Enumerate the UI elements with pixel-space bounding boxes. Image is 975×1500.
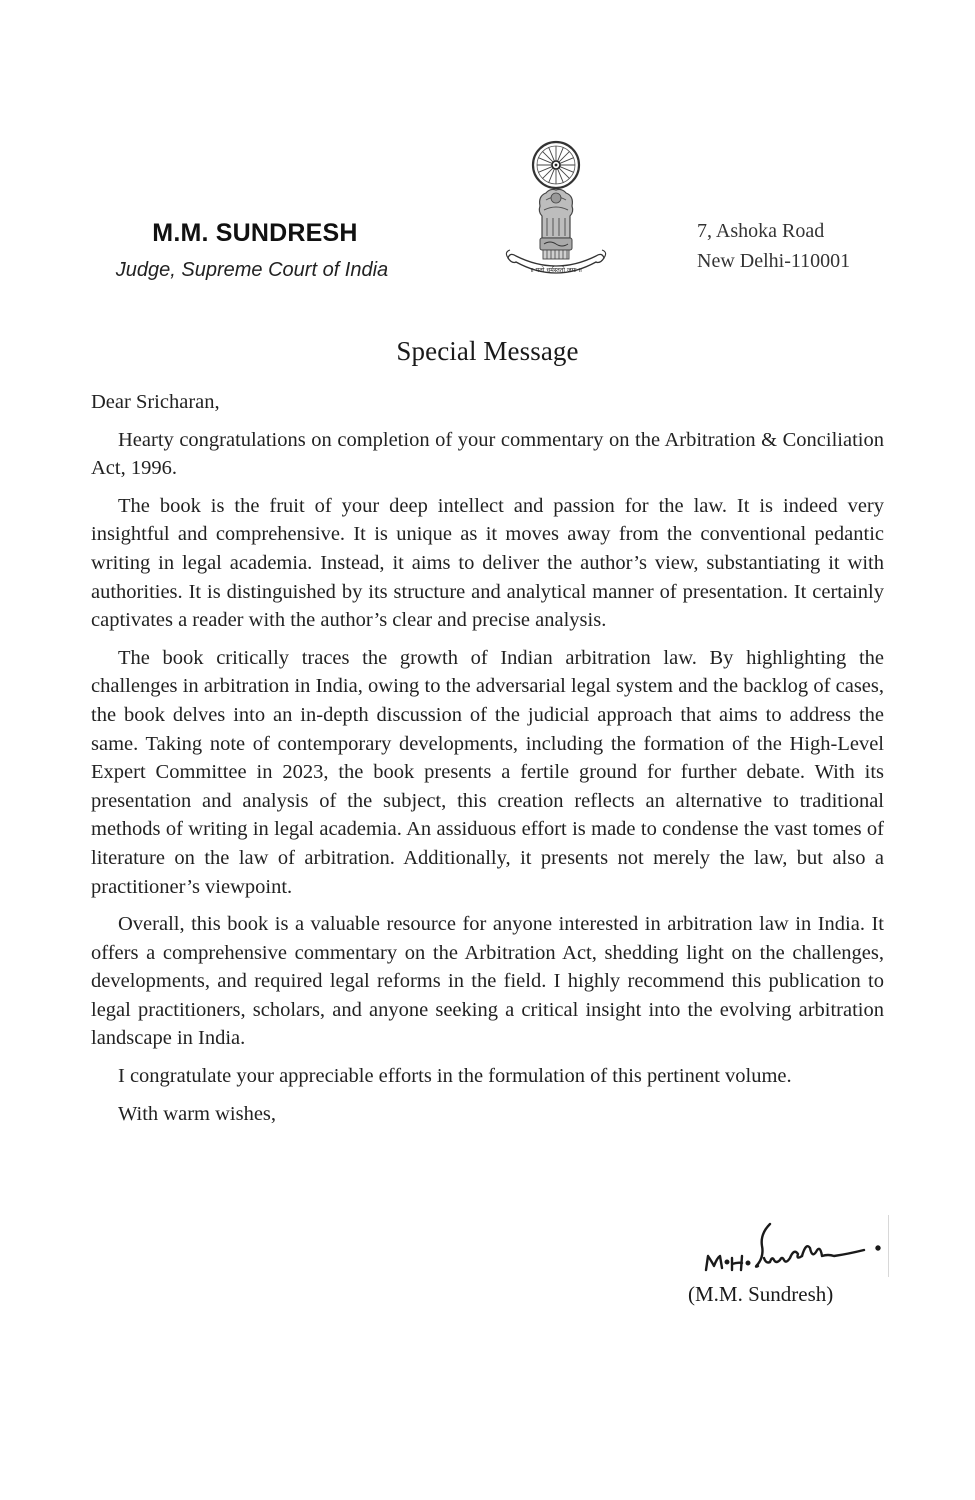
signature-divider: [888, 1215, 889, 1277]
letter-body: [91, 388, 884, 1128]
signature-icon: [698, 1218, 888, 1278]
emblem-motto: ॥ यतो धर्मस्ततो जयः ॥: [530, 267, 582, 274]
sender-name: M.M. SUNDRESH: [152, 219, 358, 247]
paragraph: The book is the fruit of your deep intellect and passion for the law. It is indeed very insightful and comprehensive. It is unique as it moves away from the conventional pedantic writing in legal academia. Instead, it aims to deliver the author’s view, substantiating it with authorities. It is distinguished by its structure and analytical manner of presentation. It certainly captivates a reader with the author’s clear and precise analysis.: [91, 494, 884, 632]
paragraph: Hearty congratulations on completion of your commentary on the Arbitration & Conciliation Act, 1996.: [91, 428, 884, 480]
letterhead-sender: [100, 216, 410, 287]
document-heading: Special Message: [396, 336, 579, 366]
salutation: Dear Sricharan,: [91, 391, 220, 413]
sender-title: Judge, Supreme Court of India: [115, 259, 389, 281]
closing: With warm wishes,: [118, 1102, 277, 1125]
signatory-name: (M.M. Sundresh): [688, 1282, 834, 1306]
address-line-2: New Delhi-110001: [697, 250, 851, 272]
national-emblem-icon: [500, 140, 612, 290]
address-line-1: 7, Ashoka Road: [697, 220, 825, 242]
paragraph: I congratulate your appreciable efforts in the formulation of this pertinent volume.: [118, 1065, 792, 1088]
paragraph: Overall, this book is a valuable resource for anyone interested in arbitration law in India. It offers a comprehensive commentary on the Arbitration Act, shedding light on the challenges, developments, and required legal reforms in the field. I highly recommend this publication to legal practitioners, scholars, and anyone seeking a critical insight into the evolving arbitration landscape in India.: [91, 913, 884, 1050]
letterhead-address: [697, 216, 850, 276]
paragraph: The book critically traces the growth of Indian arbitration law. By highlighting the challenges in arbitration in India, owing to the adversarial legal system and the backlog of cases, the book delves into an in-depth discussion of the judicial approach that aims to address the same. Taking note of contemporary developments, including the formation of the High-Level Expert Committee in 2023, the book presents a fertile ground for further debate. With its presentation and analysis of the subject, this creation reflects an alternative to traditional methods of writing in legal academia. An assiduous effort is made to condense the vast tomes of literature on the law of arbitration. Additionally, it presents not merely the law, but also a practitioner’s viewpoint.: [91, 646, 884, 898]
